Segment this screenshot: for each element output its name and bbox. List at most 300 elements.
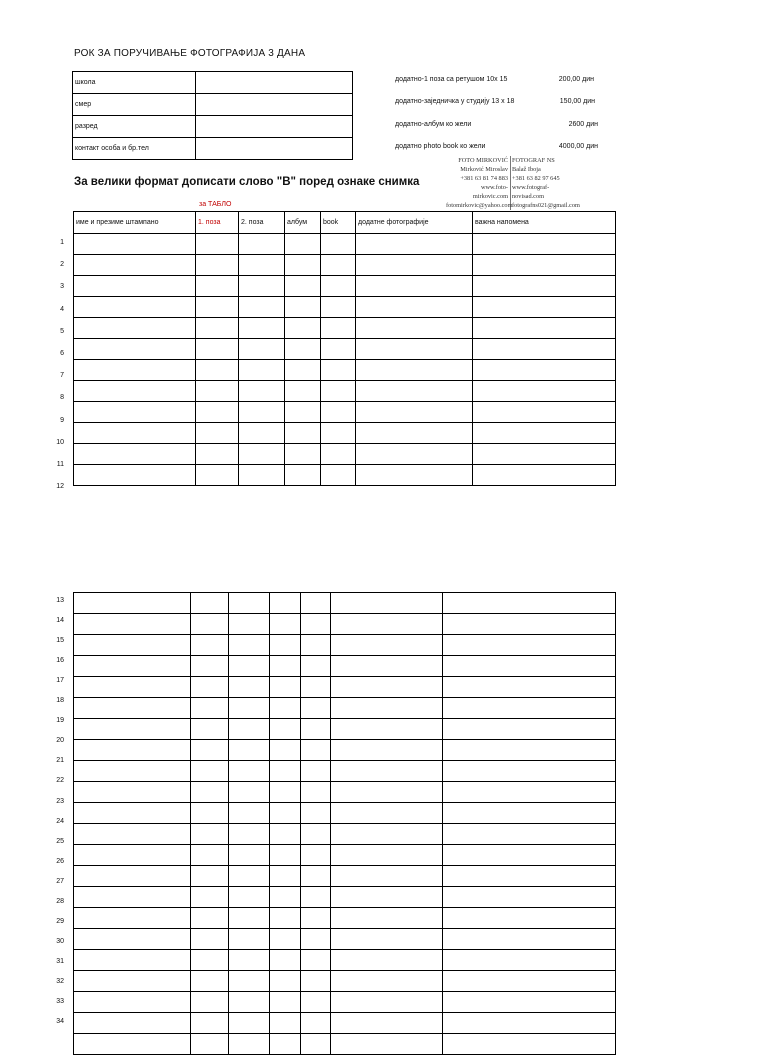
entry-cell[interactable] (321, 444, 356, 465)
entry-cell[interactable] (74, 761, 191, 782)
entry-cell[interactable] (74, 740, 191, 761)
entry-cell[interactable] (443, 992, 616, 1013)
table-row (74, 803, 616, 824)
entry-cell[interactable] (321, 339, 356, 360)
entry-cell[interactable] (74, 866, 191, 887)
entry-cell[interactable] (443, 971, 616, 992)
entry-cell[interactable] (285, 276, 321, 297)
entry-cell[interactable] (356, 297, 473, 318)
entry-cell[interactable] (473, 402, 616, 423)
entry-cell[interactable] (321, 423, 356, 444)
entry-cell[interactable] (321, 255, 356, 276)
entry-cell[interactable] (270, 698, 301, 719)
stamp-line: FOTOGRAF NS (512, 157, 555, 164)
info-label: разред (73, 116, 196, 138)
entry-cell[interactable] (74, 360, 196, 381)
entry-cell[interactable] (285, 423, 321, 444)
entry-cell[interactable] (270, 635, 301, 656)
entry-cell[interactable] (331, 908, 443, 929)
info-table (72, 71, 353, 160)
entry-cell[interactable] (239, 465, 285, 486)
entry-cell[interactable] (191, 740, 229, 761)
price-label: додатно-албум ко жели (395, 121, 472, 128)
entry-cell[interactable] (331, 929, 443, 950)
stamp-line: FOTO MIRKOVIĆ (458, 157, 508, 164)
entry-cell[interactable] (191, 761, 229, 782)
entry-cell[interactable] (331, 887, 443, 908)
entry-cell[interactable] (270, 887, 301, 908)
entry-cell[interactable] (191, 677, 229, 698)
entry-cell[interactable] (331, 950, 443, 971)
table-row (74, 593, 616, 614)
entry-cell[interactable] (331, 1013, 443, 1034)
entry-cell[interactable] (229, 1034, 270, 1055)
row-number: 6 (60, 350, 64, 357)
entry-cell[interactable] (331, 635, 443, 656)
entry-cell[interactable] (301, 845, 331, 866)
col-header-note: важна напомена (473, 212, 616, 234)
entry-cell[interactable] (301, 887, 331, 908)
entry-cell[interactable] (196, 318, 239, 339)
entry-cell[interactable] (270, 782, 301, 803)
entry-cell[interactable] (74, 929, 191, 950)
entry-cell[interactable] (74, 635, 191, 656)
entry-cell[interactable] (331, 803, 443, 824)
entry-cell[interactable] (270, 824, 301, 845)
entry-cell[interactable] (191, 1034, 229, 1055)
info-value-cell[interactable] (196, 72, 353, 94)
entry-cell[interactable] (301, 782, 331, 803)
entry-cell[interactable] (229, 845, 270, 866)
entry-cell[interactable] (285, 465, 321, 486)
entry-cell[interactable] (285, 255, 321, 276)
entry-cell[interactable] (331, 845, 443, 866)
entry-cell[interactable] (356, 255, 473, 276)
table-row (74, 908, 616, 929)
entry-cell[interactable] (270, 803, 301, 824)
entry-cell[interactable] (191, 929, 229, 950)
entry-cell[interactable] (473, 360, 616, 381)
entry-cell[interactable] (229, 824, 270, 845)
entry-cell[interactable] (196, 234, 239, 255)
entry-cell[interactable] (321, 402, 356, 423)
entry-cell[interactable] (301, 698, 331, 719)
entry-cell[interactable] (191, 950, 229, 971)
entry-cell[interactable] (74, 824, 191, 845)
table-row (74, 276, 616, 297)
entry-cell[interactable] (443, 845, 616, 866)
entry-cell[interactable] (239, 339, 285, 360)
entry-cell[interactable] (301, 824, 331, 845)
entry-cell[interactable] (74, 381, 196, 402)
entry-cell[interactable] (229, 593, 270, 614)
info-label: смер (73, 94, 196, 116)
entry-cell[interactable] (229, 635, 270, 656)
entry-cell[interactable] (239, 402, 285, 423)
entry-cell[interactable] (473, 339, 616, 360)
entry-cell[interactable] (239, 318, 285, 339)
row-number: 34 (56, 1018, 64, 1026)
price-row (395, 76, 610, 88)
entry-cell[interactable] (196, 423, 239, 444)
entry-cell[interactable] (270, 677, 301, 698)
entry-cell[interactable] (331, 677, 443, 698)
table-row (74, 887, 616, 908)
tablo-note: за ТАБЛО (199, 201, 232, 208)
large-format-note: За велики формат дописати слово "В" поред ознаке снимка (74, 176, 420, 188)
entry-cell[interactable] (196, 255, 239, 276)
entry-cell[interactable] (356, 465, 473, 486)
entry-cell[interactable] (239, 360, 285, 381)
col-header-extra-photos: додатне фотографије (356, 212, 473, 234)
entry-cell[interactable] (239, 297, 285, 318)
entry-cell[interactable] (270, 866, 301, 887)
entry-cell[interactable] (270, 1034, 301, 1055)
entry-cell[interactable] (473, 318, 616, 339)
entry-cell[interactable] (239, 234, 285, 255)
entry-cell[interactable] (331, 698, 443, 719)
entry-cell[interactable] (191, 1013, 229, 1034)
entry-cell[interactable] (196, 360, 239, 381)
entry-cell[interactable] (74, 318, 196, 339)
table-row (74, 1013, 616, 1034)
entry-cell[interactable] (321, 360, 356, 381)
entry-cell[interactable] (229, 719, 270, 740)
entry-cell[interactable] (356, 276, 473, 297)
entry-cell[interactable] (239, 423, 285, 444)
entry-cell[interactable] (239, 444, 285, 465)
entry-cell[interactable] (443, 740, 616, 761)
entry-cell[interactable] (74, 950, 191, 971)
entry-cell[interactable] (443, 698, 616, 719)
entry-cell[interactable] (196, 402, 239, 423)
stamp-line: Balaž Iboja (512, 166, 541, 173)
entry-cell[interactable] (285, 381, 321, 402)
entry-cell[interactable] (191, 593, 229, 614)
entry-cell[interactable] (301, 803, 331, 824)
entry-cell[interactable] (473, 234, 616, 255)
entry-cell[interactable] (473, 255, 616, 276)
entry-cell[interactable] (443, 656, 616, 677)
entry-cell[interactable] (301, 1034, 331, 1055)
table-row (74, 656, 616, 677)
entry-cell[interactable] (301, 635, 331, 656)
entry-cell[interactable] (285, 297, 321, 318)
entry-cell[interactable] (74, 782, 191, 803)
table-row (74, 929, 616, 950)
entry-cell[interactable] (191, 803, 229, 824)
entry-cell[interactable] (443, 593, 616, 614)
entry-cell[interactable] (443, 677, 616, 698)
entry-cell[interactable] (473, 465, 616, 486)
entry-cell[interactable] (356, 360, 473, 381)
entry-cell[interactable] (229, 761, 270, 782)
entry-cell[interactable] (191, 656, 229, 677)
entry-cell[interactable] (270, 845, 301, 866)
entry-cell[interactable] (301, 656, 331, 677)
entry-cell[interactable] (443, 908, 616, 929)
row-number: 17 (56, 677, 64, 685)
entry-cell[interactable] (270, 614, 301, 635)
stamp-line: +381 63 82 97 645 (512, 175, 560, 182)
table-row (74, 950, 616, 971)
entry-cell[interactable] (270, 929, 301, 950)
entry-cell[interactable] (229, 1013, 270, 1034)
entry-cell[interactable] (301, 761, 331, 782)
row-number: 12 (56, 483, 64, 491)
entry-cell[interactable] (356, 444, 473, 465)
entry-cell[interactable] (321, 465, 356, 486)
entry-cell[interactable] (74, 402, 196, 423)
entry-cell[interactable] (331, 719, 443, 740)
entry-cell[interactable] (191, 698, 229, 719)
entry-cell[interactable] (229, 614, 270, 635)
entry-cell[interactable] (74, 465, 196, 486)
entry-cell[interactable] (331, 1034, 443, 1055)
entry-cell[interactable] (229, 929, 270, 950)
entry-cell[interactable] (473, 276, 616, 297)
stamp-line: fotomirkovic@yahoo.com (446, 202, 513, 209)
entry-cell[interactable] (74, 971, 191, 992)
entry-cell[interactable] (331, 866, 443, 887)
entry-cell[interactable] (301, 929, 331, 950)
entry-cell[interactable] (74, 677, 191, 698)
entry-cell[interactable] (74, 423, 196, 444)
row-number: 1 (60, 239, 64, 246)
entry-cell[interactable] (443, 761, 616, 782)
entry-cell[interactable] (301, 719, 331, 740)
row-number: 9 (60, 416, 64, 424)
row-number: 33 (56, 998, 64, 1005)
entry-cell[interactable] (196, 444, 239, 465)
entry-cell[interactable] (74, 1013, 191, 1034)
entry-cell[interactable] (270, 992, 301, 1013)
entry-cell[interactable] (301, 866, 331, 887)
entry-cell[interactable] (239, 381, 285, 402)
entry-cell[interactable] (443, 824, 616, 845)
entry-cell[interactable] (331, 614, 443, 635)
entry-cell[interactable] (74, 908, 191, 929)
entry-cell[interactable] (74, 992, 191, 1013)
entry-cell[interactable] (301, 614, 331, 635)
entry-cell[interactable] (270, 719, 301, 740)
entry-cell[interactable] (473, 444, 616, 465)
entry-cell[interactable] (191, 887, 229, 908)
entry-cell[interactable] (229, 698, 270, 719)
row-number: 16 (56, 657, 64, 665)
entry-cell[interactable] (191, 719, 229, 740)
entry-cell[interactable] (443, 635, 616, 656)
entry-cell[interactable] (331, 971, 443, 992)
price-label: додатно photo book ко жели (395, 143, 486, 150)
table-row (74, 971, 616, 992)
table-row (74, 234, 616, 255)
row-number: 19 (56, 717, 64, 725)
entry-cell[interactable] (473, 297, 616, 318)
info-label: школа (73, 72, 196, 94)
entry-cell[interactable] (321, 297, 356, 318)
entry-cell[interactable] (356, 381, 473, 402)
row-number: 29 (56, 917, 64, 925)
entry-cell[interactable] (285, 339, 321, 360)
entry-cell[interactable] (191, 614, 229, 635)
entry-cell[interactable] (301, 908, 331, 929)
entry-cell[interactable] (74, 719, 191, 740)
entry-cell[interactable] (74, 255, 196, 276)
entry-cell[interactable] (74, 803, 191, 824)
entry-cell[interactable] (229, 740, 270, 761)
row-number: 25 (56, 837, 64, 845)
entry-cell[interactable] (356, 339, 473, 360)
order-table-top (73, 211, 616, 486)
entry-cell[interactable] (74, 845, 191, 866)
entry-cell[interactable] (443, 1034, 616, 1055)
entry-cell[interactable] (301, 740, 331, 761)
entry-cell[interactable] (191, 908, 229, 929)
entry-cell[interactable] (74, 887, 191, 908)
entry-cell[interactable] (191, 971, 229, 992)
entry-cell[interactable] (443, 1013, 616, 1034)
entry-cell[interactable] (301, 971, 331, 992)
entry-cell[interactable] (321, 381, 356, 402)
entry-cell[interactable] (301, 992, 331, 1013)
entry-cell[interactable] (196, 297, 239, 318)
price-value: 4000,00 дин (558, 143, 598, 150)
entry-cell[interactable] (321, 234, 356, 255)
entry-cell[interactable] (196, 465, 239, 486)
entry-cell[interactable] (443, 719, 616, 740)
table-row (74, 423, 616, 444)
entry-cell[interactable] (191, 635, 229, 656)
entry-cell[interactable] (229, 803, 270, 824)
entry-cell[interactable] (74, 656, 191, 677)
entry-cell[interactable] (74, 1034, 191, 1055)
entry-cell[interactable] (443, 614, 616, 635)
row-number: 30 (56, 937, 64, 945)
entry-cell[interactable] (270, 593, 301, 614)
entry-cell[interactable] (74, 234, 196, 255)
stamp-line: www.foto-mirkovic.com (472, 184, 508, 200)
entry-cell[interactable] (74, 614, 191, 635)
entry-cell[interactable] (74, 297, 196, 318)
table-row (74, 402, 616, 423)
entry-cell[interactable] (74, 276, 196, 297)
entry-cell[interactable] (191, 992, 229, 1013)
entry-cell[interactable] (473, 423, 616, 444)
entry-cell[interactable] (285, 234, 321, 255)
entry-cell[interactable] (191, 824, 229, 845)
entry-cell[interactable] (229, 908, 270, 929)
entry-cell[interactable] (301, 677, 331, 698)
row-number: 7 (60, 372, 64, 380)
entry-cell[interactable] (331, 593, 443, 614)
entry-cell[interactable] (191, 866, 229, 887)
entry-cell[interactable] (270, 971, 301, 992)
entry-cell[interactable] (74, 593, 191, 614)
stamp-line: +381 63 81 74 883 (460, 175, 508, 182)
entry-cell[interactable] (443, 866, 616, 887)
entry-cell[interactable] (356, 423, 473, 444)
entry-cell[interactable] (270, 950, 301, 971)
entry-cell[interactable] (270, 908, 301, 929)
entry-cell[interactable] (301, 593, 331, 614)
entry-cell[interactable] (331, 656, 443, 677)
entry-cell[interactable] (443, 950, 616, 971)
row-number: 18 (56, 697, 64, 705)
entry-cell[interactable] (229, 950, 270, 971)
info-value-cell[interactable] (196, 94, 353, 116)
info-value-cell[interactable] (196, 138, 353, 160)
entry-cell[interactable] (285, 360, 321, 381)
row-number: 11 (56, 461, 64, 468)
entry-cell[interactable] (285, 444, 321, 465)
entry-cell[interactable] (331, 992, 443, 1013)
entry-cell[interactable] (229, 992, 270, 1013)
entry-cell[interactable] (196, 276, 239, 297)
table-row (74, 698, 616, 719)
page-title: РОК ЗА ПОРУЧИВАЊЕ ФОТОГРАФИЈА 3 ДАНА (74, 48, 306, 59)
entry-cell[interactable] (229, 677, 270, 698)
entry-cell[interactable] (356, 318, 473, 339)
table-row (74, 992, 616, 1013)
table-row (74, 719, 616, 740)
entry-cell[interactable] (356, 234, 473, 255)
entry-cell[interactable] (443, 887, 616, 908)
entry-cell[interactable] (196, 339, 239, 360)
info-value-cell[interactable] (196, 116, 353, 138)
entry-cell[interactable] (331, 740, 443, 761)
entry-cell[interactable] (229, 782, 270, 803)
entry-cell[interactable] (239, 276, 285, 297)
entry-cell[interactable] (443, 929, 616, 950)
entry-cell[interactable] (74, 698, 191, 719)
entry-cell[interactable] (285, 318, 321, 339)
entry-cell[interactable] (270, 740, 301, 761)
table-row (74, 614, 616, 635)
entry-cell[interactable] (270, 761, 301, 782)
entry-cell[interactable] (321, 276, 356, 297)
entry-cell[interactable] (331, 782, 443, 803)
entry-cell[interactable] (74, 444, 196, 465)
table-row (74, 845, 616, 866)
entry-cell[interactable] (229, 656, 270, 677)
entry-cell[interactable] (229, 887, 270, 908)
entry-cell[interactable] (321, 318, 356, 339)
entry-cell[interactable] (356, 402, 473, 423)
entry-cell[interactable] (301, 1013, 331, 1034)
row-number: 15 (56, 637, 64, 645)
table-row (74, 761, 616, 782)
entry-cell[interactable] (229, 971, 270, 992)
entry-cell[interactable] (74, 339, 196, 360)
entry-cell[interactable] (301, 950, 331, 971)
price-value: 150,00 дин (559, 98, 595, 105)
entry-cell[interactable] (191, 845, 229, 866)
entry-cell[interactable] (331, 824, 443, 845)
table-row (74, 1034, 616, 1055)
entry-cell[interactable] (473, 381, 616, 402)
entry-cell[interactable] (331, 761, 443, 782)
entry-cell[interactable] (443, 803, 616, 824)
entry-cell[interactable] (196, 381, 239, 402)
entry-cell[interactable] (239, 255, 285, 276)
entry-cell[interactable] (285, 402, 321, 423)
entry-cell[interactable] (270, 1013, 301, 1034)
entry-cell[interactable] (191, 782, 229, 803)
entry-cell[interactable] (443, 782, 616, 803)
entry-cell[interactable] (229, 866, 270, 887)
entry-cell[interactable] (270, 656, 301, 677)
